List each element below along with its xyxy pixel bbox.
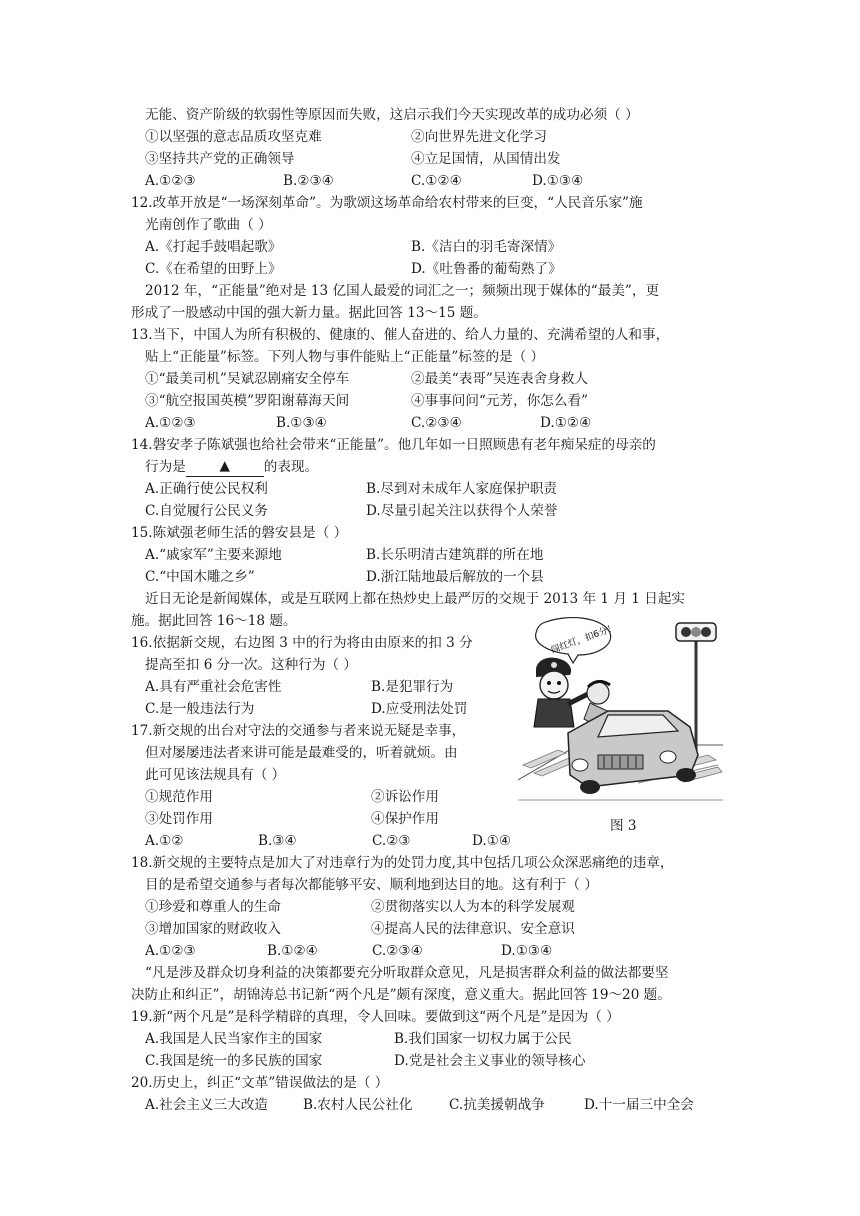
intro-13-15-line1: 2012 年，“正能量”绝对是 13 亿国人最爱的词汇之一；频频出现于媒体的“最美”，更 — [145, 283, 660, 299]
q11-option-3: ③坚持共产党的正确领导 — [145, 151, 295, 167]
q12-choice-a: A.《打起手鼓唱起歌》 — [145, 239, 282, 255]
q14-stem-suffix: 的表现。 — [263, 459, 319, 475]
q14-choice-a: A.正确行使公民权利 — [145, 481, 268, 497]
q16-stem-line1: 16.依据新交规，右边图 3 中的行为将由由原来的扣 3 分 — [131, 635, 473, 651]
q18-choice-a: A.①②③ — [145, 943, 196, 959]
q19-stem: 19.新“两个凡是”是科学精辟的真理，令人回味。要做到这“两个凡是”是因为（ ） — [131, 1009, 620, 1025]
q11-choice-b: B.②③④ — [283, 173, 334, 189]
q16-choice-b: B.是犯罪行为 — [371, 679, 454, 695]
q17-choice-d: D.①④ — [472, 833, 512, 849]
q17-choice-c: C.②③ — [372, 833, 411, 849]
q14-choice-d: D.尽量引起关注以获得个人荣誉 — [366, 503, 558, 519]
q12-stem-line2: 光南创作了歌曲（ ） — [145, 217, 272, 233]
q15-choice-d: D.浙江陆地最后解放的一个县 — [366, 569, 544, 585]
q20-choice-a: A.社会主义三大改造 — [145, 1097, 268, 1113]
q17-option-3: ③处罚作用 — [145, 811, 213, 827]
intro-19-20-line1: “凡是涉及群众切身利益的决策都要充分听取群众意见，凡是损害群众利益的做法都要坚 — [145, 965, 669, 981]
q11-stem-continuation: 无能、资产阶级的软弱性等原因而失败，这启示我们今天实现改革的成功必须（ ） — [145, 107, 639, 123]
q11-choice-c: C.①②④ — [411, 173, 462, 189]
q19-choice-a: A.我国是人民当家作主的国家 — [145, 1031, 323, 1047]
intro-16-18-line2: 施。据此回答 16～18 题。 — [131, 613, 297, 629]
q14-answer-blank: ▲ — [186, 456, 264, 477]
q18-stem-line2: 目的是希望交通参与者每次都能够平安、顺利地到达目的地。这有利于（ ） — [145, 877, 598, 893]
q17-option-2: ②诉讼作用 — [371, 789, 439, 805]
q19-choice-b: B.我们国家一切权力属于公民 — [394, 1031, 572, 1047]
q15-choice-c: C.“中国木雕之乡” — [145, 569, 255, 585]
speech-bubble — [536, 618, 618, 663]
q13-choice-d: D.①②④ — [540, 415, 592, 431]
intro-16-18-line1: 近日无论是新闻媒体，或是互联网上都在热炒史上最严厉的交规于 2013 年 1 月 1 日起实 — [145, 591, 686, 607]
q13-option-4: ④事事问问“元芳，你怎么看” — [411, 393, 589, 409]
q12-choice-d: D.《吐鲁番的葡萄熟了》 — [411, 261, 562, 277]
q13-option-2: ②最美“表哥”吴连表舍身救人 — [411, 371, 589, 387]
speech-bubble-text: 闯红灯，扣6分！ — [549, 622, 618, 656]
q19-choice-d: D.党是社会主义事业的领导核心 — [394, 1053, 586, 1069]
q18-option-1: ①珍爱和尊重人的生命 — [145, 899, 281, 915]
q17-stem-line2: 但对屡屡违法者来讲可能是最难受的，听着就烦。由 — [145, 745, 458, 761]
q13-choice-c: C.②③④ — [411, 415, 462, 431]
q17-choice-a: A.①② — [145, 833, 184, 849]
q20-choice-c: C.抗美援朝战争 — [449, 1097, 545, 1113]
intro-19-20-line2: 决防止和纠正”，胡锦涛总书记新“两个凡是”颇有深度，意义重大。据此回答 19～20 题。 — [131, 987, 671, 1003]
q14-choice-b: B.尽到对未成年人家庭保护职责 — [366, 481, 558, 497]
q16-choice-a: A.具有严重社会危害性 — [145, 679, 282, 695]
figure-3-caption: 图 3 — [610, 818, 637, 834]
q19-choice-c: C.我国是统一的多民族的国家 — [145, 1053, 323, 1069]
q11-option-1: ①以坚强的意志品质攻坚克难 — [145, 129, 322, 145]
q17-option-4: ④保护作用 — [371, 811, 439, 827]
q11-choice-a: A.①②③ — [145, 173, 196, 189]
q17-stem-line3: 此可见该法规具有（ ） — [145, 767, 286, 783]
q11-option-4: ④立足国情，从国情出发 — [411, 151, 561, 167]
q20-choice-b: B.农村人民公社化 — [303, 1097, 413, 1113]
q13-option-3: ③“航空报国英模”罗阳谢幕海天间 — [145, 393, 350, 409]
q15-stem: 15.陈斌强老师生活的磐安县是（ ） — [131, 525, 348, 541]
q11-choice-d: D.①③④ — [532, 173, 584, 189]
q18-choice-d: D.①③④ — [501, 943, 553, 959]
q12-choice-b: B.《洁白的羽毛寄深情》 — [411, 239, 562, 255]
car-illustration — [568, 711, 698, 794]
q13-choice-b: B.①③④ — [276, 415, 327, 431]
q13-option-1: ①“最美司机”吴斌忍剧痛安全停车 — [145, 371, 350, 387]
q17-stem-line1: 17.新交规的出台对守法的交通参与者来说无疑是幸事， — [131, 723, 466, 739]
q13-stem-line1: 13.当下，中国人为所有积极的、健康的、催人奋进的、给人力量的、充满希望的人和事， — [131, 327, 670, 343]
intro-13-15-line2: 形成了一股感动中国的强大新力量。据此回答 13～15 题。 — [131, 305, 487, 321]
q20-stem: 20.历史上，纠正“文革”错误做法的是（ ） — [131, 1075, 389, 1091]
q15-choice-a: A.“戚家军”主要来源地 — [145, 547, 282, 563]
q18-stem-line1: 18.新交规的主要特点是加大了对违章行为的处罚力度,其中包括几项公众深恶痛绝的违章， — [131, 855, 674, 871]
q16-choice-d: D.应受刑法处罚 — [371, 701, 468, 717]
q16-stem-line2: 提高至扣 6 分一次。这种行为（ ） — [145, 657, 357, 673]
q14-stem-prefix: 行为是 — [145, 459, 186, 475]
q13-choice-a: A.①②③ — [145, 415, 196, 431]
q17-option-1: ①规范作用 — [145, 789, 213, 805]
q18-choice-b: B.①②④ — [267, 943, 318, 959]
q12-choice-c: C.《在希望的田野上》 — [145, 261, 282, 277]
q15-choice-b: B.长乐明清古建筑群的所在地 — [366, 547, 544, 563]
figure-3-traffic-cartoon — [518, 615, 723, 802]
police-officer-figure — [534, 658, 590, 727]
q17-choice-b: B.③④ — [258, 833, 297, 849]
q14-stem-line2 — [145, 457, 318, 478]
q12-stem-line1: 12.改革开放是“一场深刻革命”。为歌颂这场革命给农村带来的巨变，“人民音乐家”施 — [131, 195, 643, 211]
q18-option-3: ③增加国家的财政收入 — [145, 921, 281, 937]
q13-stem-line2: 贴上“正能量”标签。下列人物与事件能贴上“正能量”标签的是（ ） — [145, 349, 545, 365]
q18-choice-c: C.②③④ — [372, 943, 423, 959]
q18-option-2: ②贯彻落实以人为本的科学发展观 — [371, 899, 575, 915]
q11-option-2: ②向世界先进文化学习 — [411, 129, 547, 145]
q20-choice-d: D.十一届三中全会 — [584, 1097, 694, 1113]
q16-choice-c: C.是一般违法行为 — [145, 701, 255, 717]
q18-option-4: ④提高人民的法律意识、安全意识 — [371, 921, 575, 937]
q14-stem-line1: 14.磐安孝子陈斌强也给社会带来“正能量”。他几年如一日照顾患有老年痴呆症的母亲的 — [131, 437, 656, 453]
q14-choice-c: C.自觉履行公民义务 — [145, 503, 268, 519]
